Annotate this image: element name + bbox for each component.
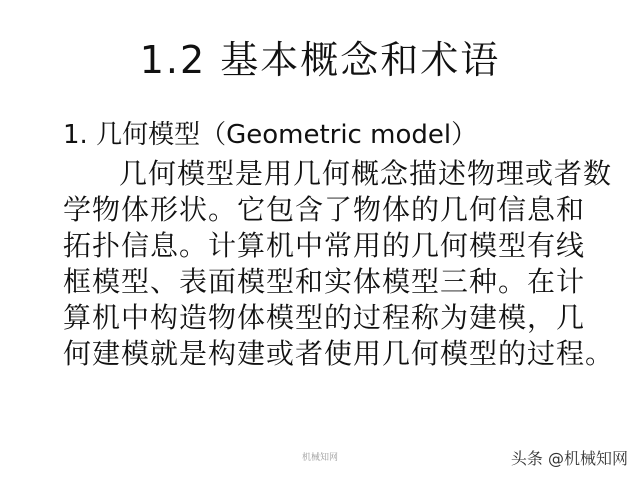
body-line: 框模型、表面模型和实体模型三种。在计 — [63, 265, 586, 298]
watermark: 头条 @机械知网 — [510, 449, 628, 468]
section-heading: 1. 几何模型（Geometric model） — [63, 120, 478, 150]
body-line: 何建模就是构建或者使用几何模型的过程。 — [63, 337, 615, 370]
slide-title: 1.2 基本概念和术语 — [139, 38, 501, 82]
footer-text: 机械知网 — [301, 453, 338, 463]
body-paragraph — [63, 156, 623, 372]
body-line: 拓扑信息。计算机中常用的几何模型有线 — [63, 229, 586, 262]
body-line: 算机中构造物体模型的过程称为建模，几 — [63, 301, 586, 334]
body-line: 几何模型是用几何概念描述物理或者数 — [119, 157, 613, 190]
body-line: 学物体形状。它包含了物体的几何信息和 — [63, 193, 586, 226]
